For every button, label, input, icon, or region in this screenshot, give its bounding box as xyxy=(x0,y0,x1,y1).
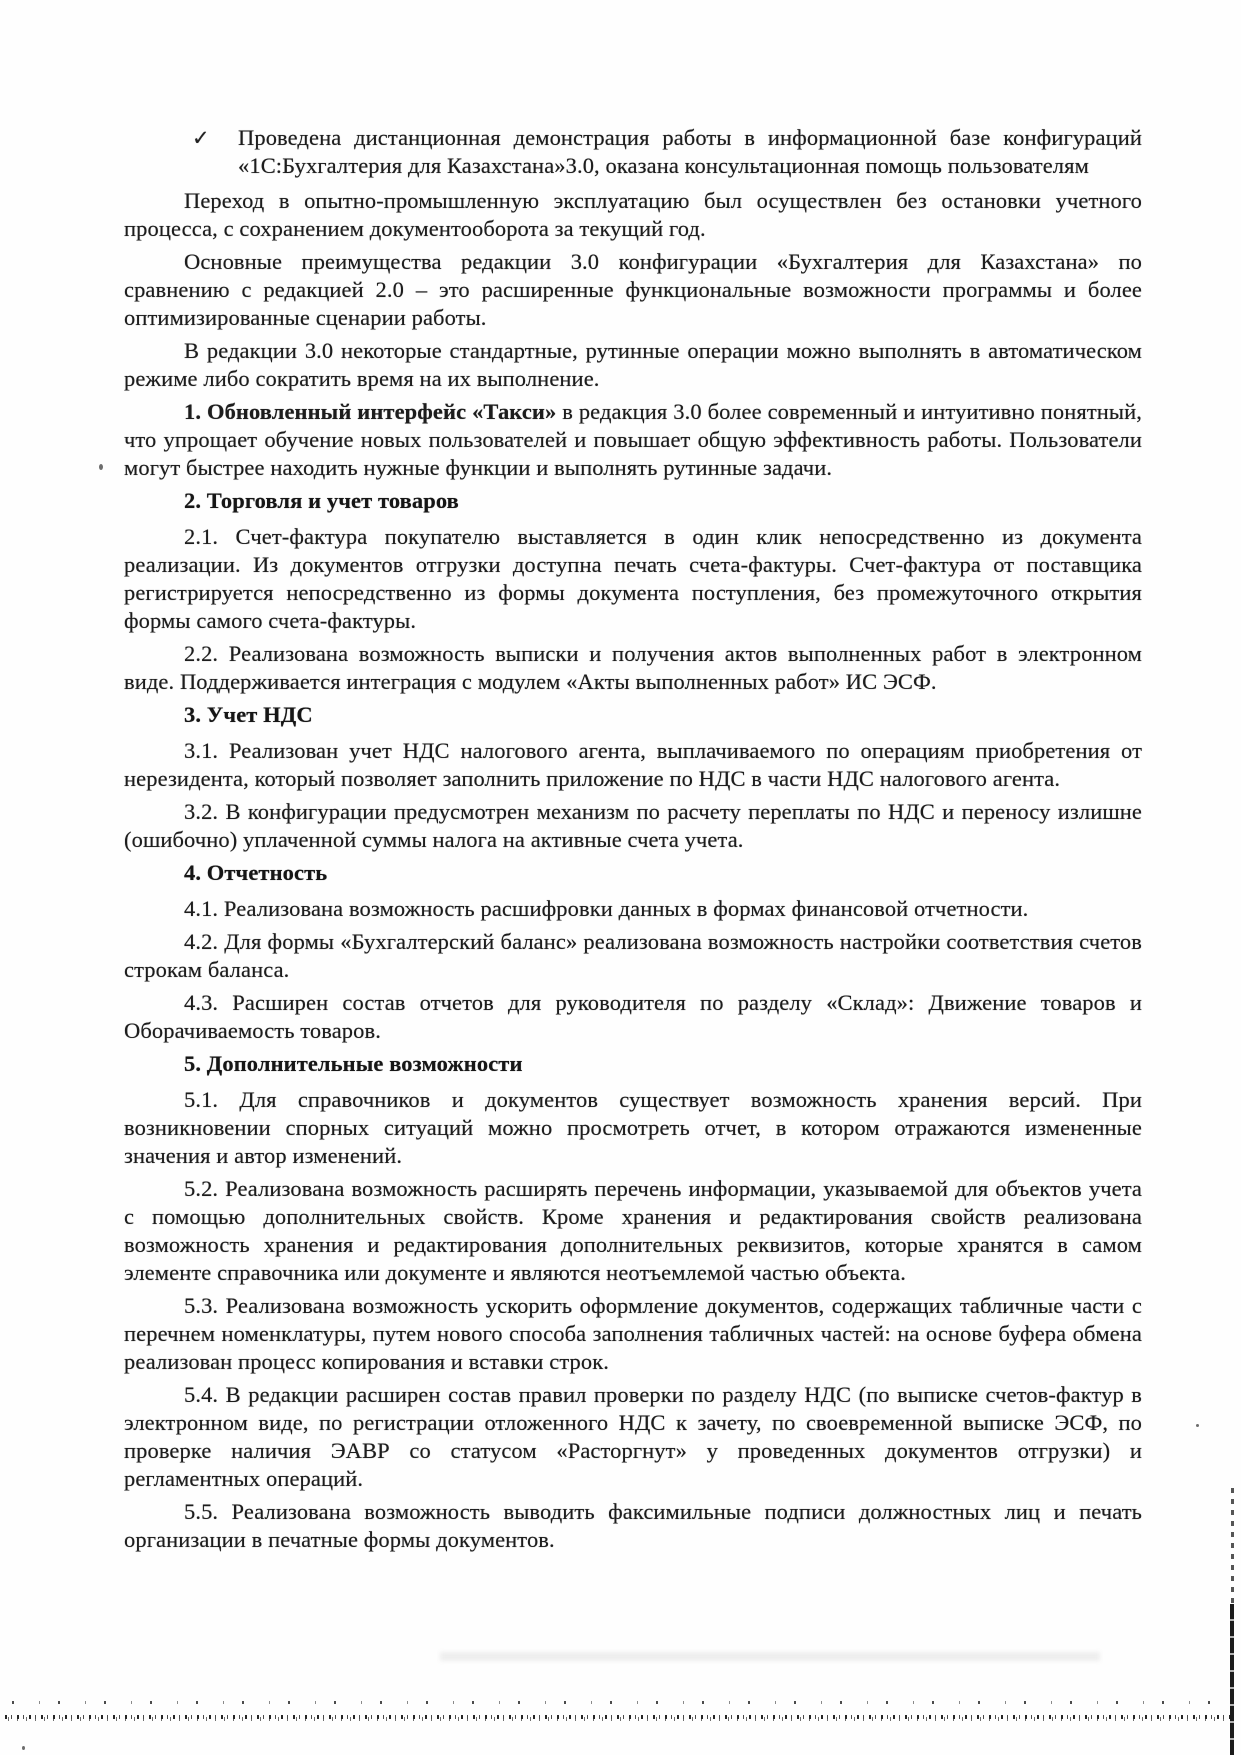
paragraph-2-1: 2.1. Счет-фактура покупателю выставляется в один клик непосредственно из документа реализации. Из документов отгрузки доступна печать счета-фактуры. Счет-фактура от поставщика регистрируется непосредственно из формы документа поступления, без промежуточного открытия формы самого счета-фактуры. xyxy=(124,524,1142,633)
paragraph-2-2: 2.2. Реализована возможность выписки и получения актов выполненных работ в электронном виде. Поддерживается интеграция с модулем «Акты выполненных работ» ИС ЭСФ. xyxy=(124,641,1142,694)
section-heading-trade: 2. Торговля и учет товаров xyxy=(184,488,459,513)
paragraph-5-3: 5.3. Реализована возможность ускорить оформление документов, содержащих табличные части с перечнем номенклатуры, путем нового способа заполнения табличных частей: на основе буфера обмена реализован процесс копирования и вставки строк. xyxy=(124,1293,1142,1374)
checkmark-icon: ✓ xyxy=(192,126,210,150)
paragraph-advantages: Основные преимущества редакции 3.0 конфигурации «Бухгалтерия для Казахстана» по сравнению с редакцией 2.0 – это расширенные функциональные возможности программы и более оптимизированные сценарии работы. xyxy=(124,249,1142,330)
scan-noise-line-sparse xyxy=(12,1701,1227,1704)
scan-noise-line-dense xyxy=(5,1714,1233,1721)
bullet-item-text: Проведена дистанционная демонстрация работы в информационной базе конфигураций «1С:Бухгалтерия для Казахстана»3.0, оказана консультационная помощь пользователям xyxy=(238,125,1142,178)
section-heading-extras: 5. Дополнительные возможности xyxy=(184,1051,523,1076)
bullet-item xyxy=(124,124,1142,180)
feature-1-title: 1. Обновленный интерфейс «Такси» xyxy=(184,399,557,424)
paragraph-feature-1 xyxy=(124,398,1142,482)
scan-speck xyxy=(1196,1424,1199,1427)
paragraph-3-1: 3.1. Реализован учет НДС налогового агента, выплачиваемого по операциям приобретения от нерезидента, который позволяет заполнить приложение по НДС в части НДС налогового агента. xyxy=(124,738,1142,791)
paragraph-4-1: 4.1. Реализована возможность расшифровки данных в формах финансовой отчетности. xyxy=(184,896,1029,921)
paragraph-5-5: 5.5. Реализована возможность выводить факсимильные подписи должностных лиц и печать организации в печатные формы документов. xyxy=(124,1499,1142,1552)
scan-speck xyxy=(99,464,103,470)
paragraph-3-2: 3.2. В конфигурации предусмотрен механизм по расчету переплаты по НДС и переносу излишне (ошибочно) уплаченной суммы налога на активные счета учета. xyxy=(124,799,1142,852)
paragraph-transition: Переход в опытно-промышленную эксплуатацию был осуществлен без остановки учетного процесса, с сохранением документооборота за текущий год. xyxy=(124,188,1142,241)
scan-edge-artifact-upper xyxy=(1231,1488,1234,1604)
paragraph-automation: В редакции 3.0 некоторые стандартные, рутинные операции можно выполнять в автоматическом режиме либо сократить время на их выполнение. xyxy=(124,338,1142,391)
scan-edge-artifact-lower xyxy=(1230,1604,1234,1755)
scan-smudge xyxy=(440,1652,1100,1661)
section-heading-vat: 3. Учет НДС xyxy=(184,702,313,727)
paragraph-4-2: 4.2. Для формы «Бухгалтерский баланс» реализована возможность настройки соответствия счетов строкам баланса. xyxy=(124,929,1142,982)
document-text-block xyxy=(124,124,1142,1559)
paragraph-5-4: 5.4. В редакции расширен состав правил проверки по разделу НДС (по выписке счетов-фактур в электронном виде, по регистрации отложенного НДС к зачету, по своевременной выписке ЭСФ, по проверке наличия ЭАВР со статусом «Расторгнут» у проведенных документов отгрузки) и регламентных операций. xyxy=(124,1382,1142,1491)
paragraph-5-2: 5.2. Реализована возможность расширять перечень информации, указываемой для объектов учета с помощью дополнительных свойств. Кроме хранения и редактирования свойств реализована возможность хранения и редактирования дополнительных реквизитов, которые хранятся в самом элементе справочника или документе и являются неотъемлемой частью объекта. xyxy=(124,1176,1142,1285)
scan-speck xyxy=(22,1746,25,1750)
paragraph-4-3: 4.3. Расширен состав отчетов для руководителя по разделу «Склад»: Движение товаров и Оборачиваемость товаров. xyxy=(124,990,1142,1043)
paragraph-5-1: 5.1. Для справочников и документов существует возможность хранения версий. При возникновении спорных ситуаций можно просмотреть отчет, в котором отражаются измененные значения и автор изменений. xyxy=(124,1087,1142,1168)
feature-1-text: в редакция 3.0 более современный и интуитивно понятный, что упрощает обучение новых пользователей и повышает общую эффективность работы. Пользователи могут быстрее находить нужные функции и выполнять рутинные задачи. xyxy=(124,399,1142,480)
section-heading-reporting: 4. Отчетность xyxy=(184,860,328,885)
